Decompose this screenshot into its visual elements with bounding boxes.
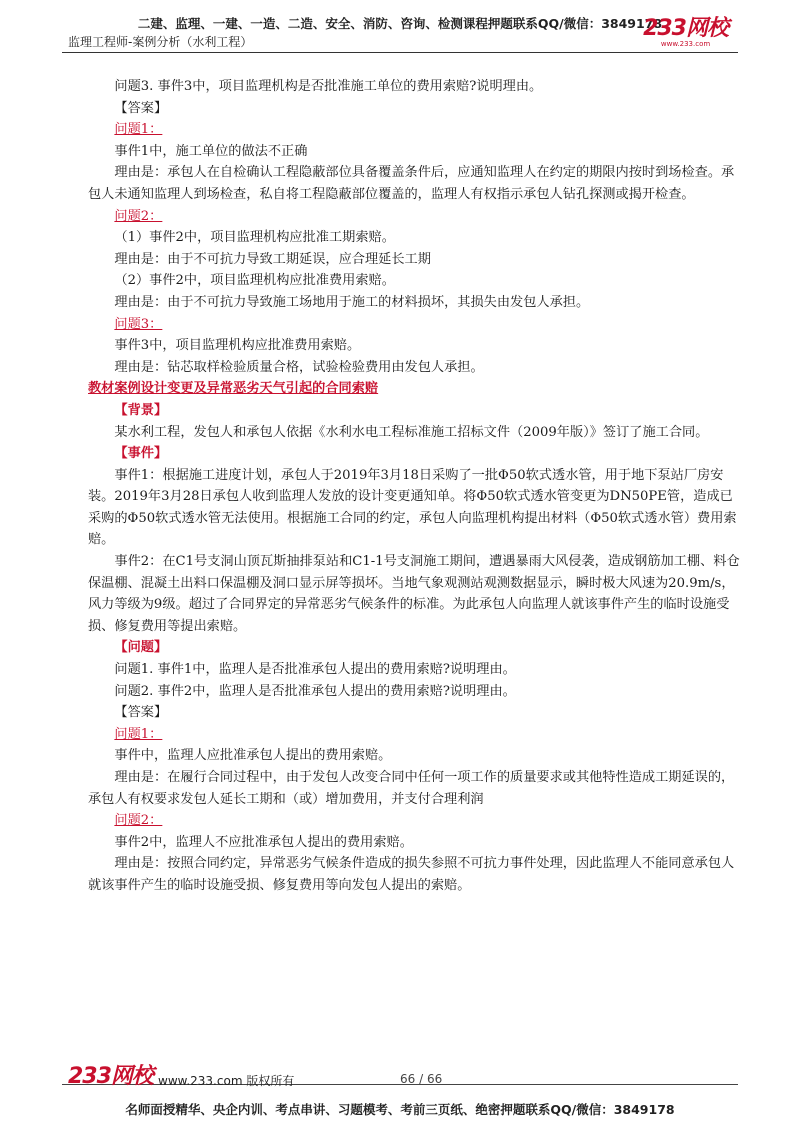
events-heading: 【事件】 (114, 446, 168, 462)
header-banner: 二建、监理、一建、一造、二造、安全、消防、咨询、检测课程押题联系QQ/微信：3849178 (137, 16, 663, 31)
answer-text: 理由是：由于不可抗力导致工期延误，应合理延长工期 (114, 251, 431, 267)
page-number: 66 / 66 (400, 1072, 443, 1086)
answer-label-q1: 问题1： (114, 122, 163, 138)
answer-heading: 【答案】 (114, 705, 168, 721)
answer-label-q3: 问题3： (114, 316, 163, 332)
site-logo-url: www.233.com (660, 40, 711, 48)
answer-label-q2: 问题2： (114, 813, 163, 829)
answer-text: 理由是：在履行合同过程中，由于发包人改变合同中任何一项工作的质量要求或其他特性造成工期延误的，承包人有权要求发包人延长工期和（或）增加费用，并支付合理利润 (88, 770, 735, 807)
question-2: 问题2. 事件2中，监理人是否批准承包人提出的费用索赔?说明理由。 (114, 683, 516, 699)
answer-text: （2）事件2中，项目监理机构应批准费用索赔。 (114, 273, 395, 289)
answer-text: 事件中，监理人应批准承包人提出的费用索赔。 (114, 748, 392, 764)
event-1-text: 事件1：根据施工进度计划，承包人于2019年3月18日采购了一批Φ50软式透水管，用于地下泵站厂房安装。2019年3月28日承包人收到监理人发放的设计变更通知单。将Φ50软式透水管变更为DN50PE管，造成已采购的Φ50软式透水管无法使用。根据施工合同的约定，承包人向监理机构提出材料（Φ50软式透水管）费用索赔。 (88, 467, 737, 548)
answer-text: 事件2中，监理人不应批准承包人提出的费用索赔。 (114, 834, 413, 850)
answer-heading: 【答案】 (114, 100, 168, 116)
event-2-text: 事件2：在C1号支洞山顶瓦斯抽排泵站和C1-1号支洞施工期间，遭遇暴雨大风侵袭，造成钢筋加工棚、料仓保温棚、混凝土出料口保温棚及洞口显示屏等损坏。当地气象观测站观测数据显示，瞬时极大风速为20.9m/s，风力等级为9级。超过了合同界定的异常恶劣气候条件的标准。为此承包人向监理人就该事件产生的临时设施受损、修复费用等提出索赔。 (88, 554, 740, 634)
answer-text: （1）事件2中，项目监理机构应批准工期索赔。 (114, 230, 395, 246)
answer-label-q1: 问题1： (114, 726, 163, 742)
answer-text: 理由是：承包人在自检确认工程隐蔽部位具备覆盖条件后，应通知监理人在约定的期限内按时到场检查。承包人未通知监理人到场检查，私自将工程隐蔽部位覆盖的，监理人有权指示承包人钻孔探测或揭开检查。 (88, 165, 735, 202)
answer-text: 理由是：钻芯取样检验质量合格，试验检验费用由发包人承担。 (114, 359, 484, 375)
footer-banner: 名师面授精华、央企内训、考点串讲、习题模考、考前三页纸、绝密押题联系QQ/微信：3849178 (125, 1102, 675, 1117)
footer-logo: 233网校 (68, 1064, 153, 1089)
answer-label-q2: 问题2： (114, 208, 163, 224)
header-subtitle: 监理工程师-案例分析（水利工程） (68, 35, 253, 49)
header-divider (62, 52, 738, 53)
answer-text: 理由是：由于不可抗力导致施工场地用于施工的材料损坏，其损失由发包人承担。 (114, 294, 590, 310)
document-body (88, 76, 740, 897)
question-3: 问题3. 事件3中，项目监理机构是否批准施工单位的费用索赔?说明理由。 (114, 79, 543, 94)
site-logo-text: 233网校 (643, 16, 728, 41)
question-1: 问题1. 事件1中，监理人是否批准承包人提出的费用索赔?说明理由。 (114, 662, 516, 678)
answer-text: 事件1中，施工单位的做法不正确 (114, 143, 308, 159)
site-logo (643, 18, 728, 49)
questions-heading: 【问题】 (114, 640, 168, 656)
answer-text: 理由是：按照合同约定，异常恶劣气候条件造成的损失参照不可抗力事件处理，因此监理人不能同意承包人就该事件产生的临时设施受损、修复费用等向发包人提出的索赔。 (88, 856, 735, 893)
footer-copyright: www.233.com 版权所有 (158, 1074, 295, 1088)
background-heading: 【背景】 (114, 402, 168, 418)
section-title: 教材案例设计变更及异常恶劣天气引起的合同索赔 (88, 381, 379, 397)
answer-text: 事件3中，项目监理机构应批准费用索赔。 (114, 338, 361, 354)
background-text: 某水利工程，发包人和承包人依据《水利水电工程标准施工招标文件（2009年版）》签订了施工合同。 (114, 424, 709, 440)
